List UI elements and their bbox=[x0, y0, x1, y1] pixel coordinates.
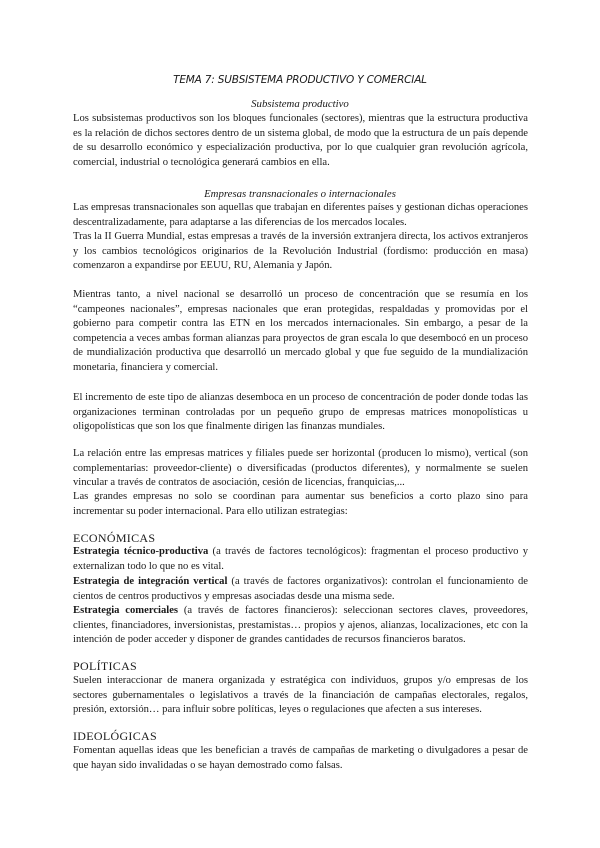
strategy-text: (a través de factores financieros): seleccionan sectores claves, proveedores, clientes, financiadores, inversionistas, prestamistas… propios y ajenos, alianzas, localizaciones, etc con la intención de poder acceder y disponer de grandes cantidades de recursos financieros baratos. bbox=[73, 605, 528, 646]
paragraph-subsistema: Los subsistemas productivos son los bloques funcionales (sectores), mientras que la estructura productiva es la relación de dichos sectores dentro de un sistema global, de modo que la estructura de un país depende de su desarrollo económico y especialización productiva, por lo que cualquier gran revolución agrícola, comercial, industrial o tecnológica generará cambios en ella. bbox=[73, 113, 528, 168]
strategy-term: Estrategia de integración vertical bbox=[73, 576, 228, 587]
paragraph-empresas-6: Las grandes empresas no solo se coordinan para aumentar sus beneficios a corto plazo sino para incrementar su poder internacional. Para ello utilizan estrategias: bbox=[73, 491, 528, 517]
strategy-text: (a través de factores organizativos): controlan el funcionamiento de cientos de centros productivos y empresas asociadas desde una misma sede. bbox=[73, 576, 528, 602]
paragraph-empresas-3: Mientras tanto, a nivel nacional se desarrolló un proceso de concentración que se resumía en los “campeones nacionales”, empresas nacionales que eran protegidas, respaldadas y promovidas por el gobierno para competir contra las ETN en los mercados internacionales. Sin embargo, a pesar de la competencia a veces ambas forman alianzas para proyectos de gran escala lo que desembocó en un proceso de mundialización productiva que desarrolló un mercado global y que fue seguido de la mundialización monetaria, financiera y comercial. bbox=[73, 289, 528, 373]
paragraph-empresas-4: El incremento de este tipo de alianzas desemboca en un proceso de concentración de poder donde todas las organizaciones terminan controladas por un pequeño grupo de empresas matrices monopolísticas u oligopolísticas que son los que finalmente dirigen las finanzas mundiales. bbox=[73, 392, 528, 433]
document-title: TEMA 7: SUBSISTEMA PRODUCTIVO Y COMERCIAL bbox=[173, 74, 427, 86]
paragraph-politicas: Suelen interaccionar de manera organizada y estratégica con individuos, grupos y/o empresas de los sectores gubernamentales o legislativos a través de la financiación de campañas electorales, regalos, presión, extorsión… para influir sobre políticas, leyes o regulaciones que afecten a sus intereses. bbox=[73, 675, 528, 716]
subtitle-empresas: Empresas transnacionales o internacionales bbox=[204, 188, 396, 200]
paragraph-empresas-1: Las empresas transnacionales son aquellas que trabajan en diferentes países y gestionan dichas operaciones descentralizadamente, para adaptarse a las diferencias de los mercados locales. bbox=[73, 202, 528, 228]
paragraph-empresas-5: La relación entre las empresas matrices y filiales puede ser horizontal (producen lo mismo), vertical (son complementarias: proveedor-cliente) o diversificadas (productos diferentes), y normalmente se suelen vincular a través de contratos de asociación, cesión de licencias, franquicias,... bbox=[73, 448, 528, 489]
strategy-item bbox=[73, 575, 528, 604]
strategy-term: Estrategia técnico-productiva bbox=[73, 546, 209, 557]
heading-politicas: POLÍTICAS bbox=[73, 659, 138, 673]
strategy-item bbox=[73, 604, 528, 648]
strategy-item bbox=[73, 545, 528, 574]
strategy-text: (a través de factores tecnológicos): fragmentan el proceso productivo y externalizan todo lo que no es vital. bbox=[73, 546, 528, 572]
heading-economicas: ECONÓMICAS bbox=[73, 531, 156, 545]
strategy-term: Estrategia comerciales bbox=[73, 605, 179, 616]
subtitle-subsistema: Subsistema productivo bbox=[251, 98, 349, 110]
heading-ideologicas: IDEOLÓGICAS bbox=[73, 729, 157, 743]
paragraph-ideologicas: Fomentan aquellas ideas que les benefician a través de campañas de marketing o divulgadores a pesar de que hayan sido invalidadas o se hayan demostrado como falsas. bbox=[73, 745, 528, 771]
paragraph-empresas-2: Tras la II Guerra Mundial, estas empresas a través de la inversión extranjera directa, los activos extranjeros y los cambios tecnológicos originarios de la Revolución Industrial (fordismo: producción en masa) comenzaron a expandirse por EEUU, RU, Alemania y Japón. bbox=[73, 231, 528, 272]
